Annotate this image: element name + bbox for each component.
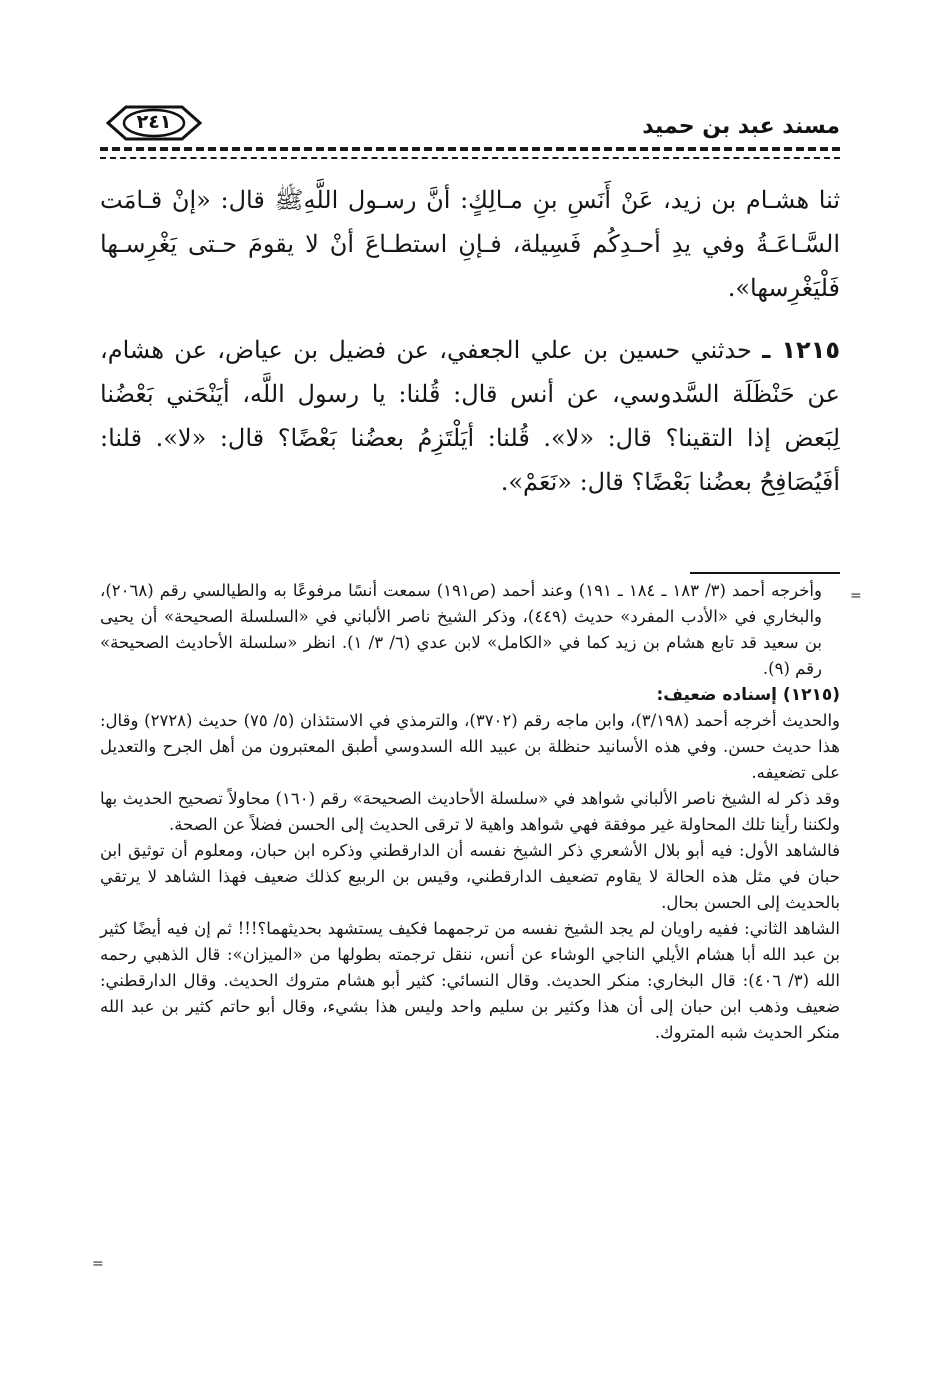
footnote-paragraph-2: وقد ذكر له الشيخ ناصر الألباني شواهد في «سلسلة الأحاديث الصحيحة» رقم (١٦٠) محاولاً تصحيح الحديث بها ولكننا رأينا تلك المحاولة غير موفقة فهي شواهد واهية لا ترقى الحديث إلى الحسن فضلاً عن الصحة. xyxy=(100,789,840,834)
page-number: ٢٤١ xyxy=(136,111,172,133)
continuation-mark-bottom: = xyxy=(92,1256,104,1272)
page-number-badge xyxy=(106,104,202,142)
hadith-paragraph-2 xyxy=(100,328,840,504)
main-text xyxy=(100,178,840,504)
book-title: مسند عبد بن حميد xyxy=(642,114,840,139)
header-divider xyxy=(100,147,840,159)
footnote-paragraph-3: فالشاهد الأول: فيه أبو بلال الأشعري ذكر الشيخ نفسه أن الدارقطني وذكره ابن حبان، ومعلوم أن توثيق ابن حبان في مثل هذه الحالة لا يقاوم تضعيف الدارقطني، وقيس بن الربيع كذلك ضعيف فهذا الشاهد لا يرتقي بالحديث إلى الحسن بحال. xyxy=(100,841,840,912)
continuation-mark-top: = xyxy=(850,588,862,604)
footnote-paragraph-4: الشاهد الثاني: ففيه راويان لم يجد الشيخ نفسه من ترجمهما فكيف يستشهد بحديثهما؟!!! ثم إن فيه أيضًا كثير بن عبد الله أبا هشام الأيلي الناجي الوشاء عن أنس، ننقل ترجمته بطولها من «الميزان»: قال الذهبي رحمه الله (٣/ ٤٠٦): قال البخاري: منكر الحديث. وقال النسائي: كثير أبو هشام متروك الحديث. وقال الدارقطني: ضعيف وذهب ابن حبان إلى أن هذا وكثير بن سليم واحد وليس هذا بشيء، وقال أبو حاتم كثير بن عبد الله منكر الحديث شبه المتروك. xyxy=(100,919,840,1042)
footnotes xyxy=(100,578,840,1046)
hadith-text-2: حدثني حسين بن علي الجعفي، عن فضيل بن عياض، عن هشام، عن حَنْظَلَة السَّدوسي، عن أنس قال: قُلنا: يا رسول اللَّه، أيَنْحَني بَعْضُنا لِبَعض إذا التقينا؟ قال: «لا». قُلنا: أيَلْتَزِمُ بعضُنا بَعْضًا؟ قال: «لا». قلنا: أفَيُصَافِحُ بعضُنا بَعْضًا؟ قال: «نَعَمْ». xyxy=(100,336,840,496)
hadith-number: ١٢١٥ ـ xyxy=(762,336,840,364)
page-header xyxy=(100,100,840,145)
footnote-heading: (١٢١٥) إسناده ضعيف: xyxy=(656,685,840,705)
footnote-divider xyxy=(690,572,840,574)
footnote-paragraph-1: والحديث أخرجه أحمد (٣/١٩٨)، وابن ماجه رقم (٣٧٠٢)، والترمذي في الاستئذان (٥/ ٧٥) حديث (٢٧٢٨) وقال: هذا حديث حسن. وفي هذه الأسانيد حنظلة بن عبيد الله السدوسي أطبق المعتبرون من أهل الجرح والتعديل على تضعيفه. xyxy=(100,711,840,782)
footnote-continued: وأخرجه أحمد (٣/ ١٨٣ ـ ١٨٤ ـ ١٩١) وعند أحمد (ص١٩١) سمعت أنسًا مرفوعًا به والطيالسي رقم (٢٠٦٨)، والبخاري في «الأدب المفرد» حديث (٤٤٩)، وذكر الشيخ ناصر الألباني في «السلسلة الصحيحة» أن يحيى بن سعيد قد تابع هشام بن زيد كما في «الكامل» لابن عدي (٦/ ٣/ ١). انظر «سلسلة الأحاديث الصحيحة» رقم (٩). xyxy=(100,581,823,678)
hadith-paragraph-1: ثنا هشـام بن زيد، عَنْ أَنَسِ بنِ مـالِكٍ: أنَّ رسـول اللَّهِﷺ قال: «إنْ قـامَت السَّـاعَـةُ وفي يدِ أحـدِكُم فَسِيلة، فـإنِ استطـاعَ أنْ لا يقومَ حـتى يَغْرِسـها فَلْيَغْرِسها». xyxy=(100,186,840,302)
